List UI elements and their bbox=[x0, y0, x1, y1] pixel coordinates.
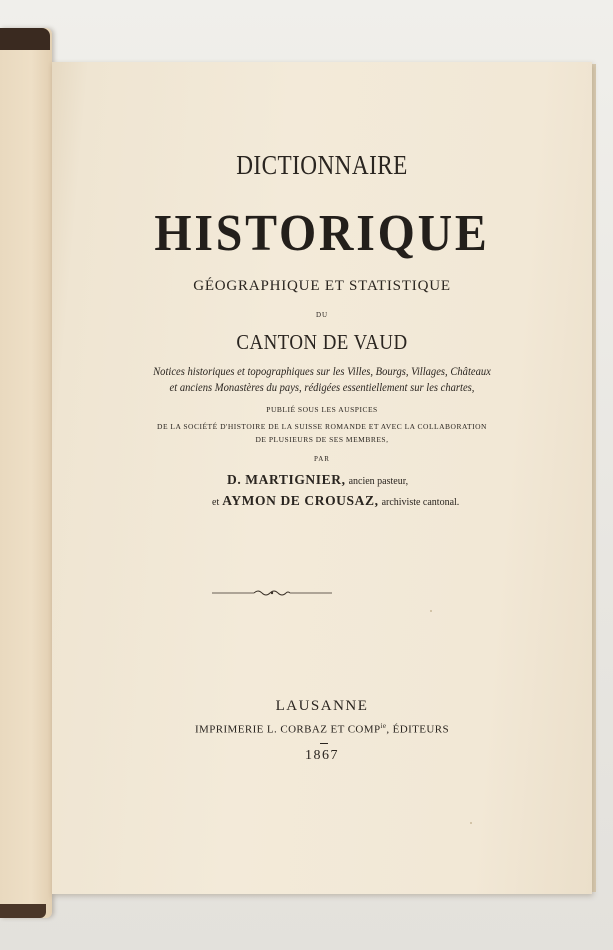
title-historique: HISTORIQUE bbox=[154, 205, 490, 262]
author-1-role: ancien pasteur, bbox=[348, 476, 409, 487]
author-1-name: D. MARTIGNIER, bbox=[227, 472, 346, 487]
ornamental-rule bbox=[212, 588, 332, 598]
book-cover-edge bbox=[0, 28, 52, 918]
author-1 bbox=[227, 472, 408, 488]
subtitle-geographique: GÉOGRAPHIQUE ET STATISTIQUE bbox=[193, 278, 451, 294]
author-2 bbox=[212, 493, 459, 509]
subtitle-du: DU bbox=[315, 311, 329, 319]
auspices-line-1: PUBLIÉ SOUS LES AUSPICES bbox=[266, 405, 378, 414]
author-2-name: AYMON DE CROUSAZ, bbox=[222, 493, 379, 508]
imprint-dash bbox=[320, 743, 328, 744]
imprint-year: 1867 bbox=[305, 748, 339, 763]
title-dictionnaire: DICTIONNAIRE bbox=[236, 150, 408, 180]
imprint-city: LAUSANNE bbox=[275, 698, 369, 714]
auspices-line-3: DE PLUSIEURS DE SES MEMBRES, bbox=[255, 435, 389, 444]
par-label: PAR bbox=[314, 455, 330, 463]
author-2-prefix: et bbox=[212, 497, 220, 508]
auspices-line-2: DE LA SOCIÉTÉ D'HISTOIRE DE LA SUISSE ROMANDE ET AVEC LA COLLABORATION bbox=[157, 422, 487, 431]
author-2-role: archiviste cantonal. bbox=[381, 497, 460, 508]
notices-line-2: et anciens Monastères du pays, rédigées essentiellement sur les chartes, bbox=[169, 382, 475, 394]
foxing-spot bbox=[430, 610, 432, 612]
notices-line-1: Notices historiques et topographiques sur les Villes, Bourgs, Villages, Châteaux bbox=[153, 366, 491, 378]
foxing-spot bbox=[470, 822, 472, 824]
subtitle-canton: CANTON DE VAUD bbox=[236, 330, 408, 354]
title-page bbox=[52, 62, 592, 894]
imprint-printer bbox=[52, 722, 592, 736]
printer-suffix: , ÉDITEURS bbox=[386, 723, 450, 736]
printer-superscript: ie bbox=[380, 722, 387, 730]
printer-name: IMPRIMERIE L. CORBAZ ET COMP bbox=[194, 723, 381, 736]
